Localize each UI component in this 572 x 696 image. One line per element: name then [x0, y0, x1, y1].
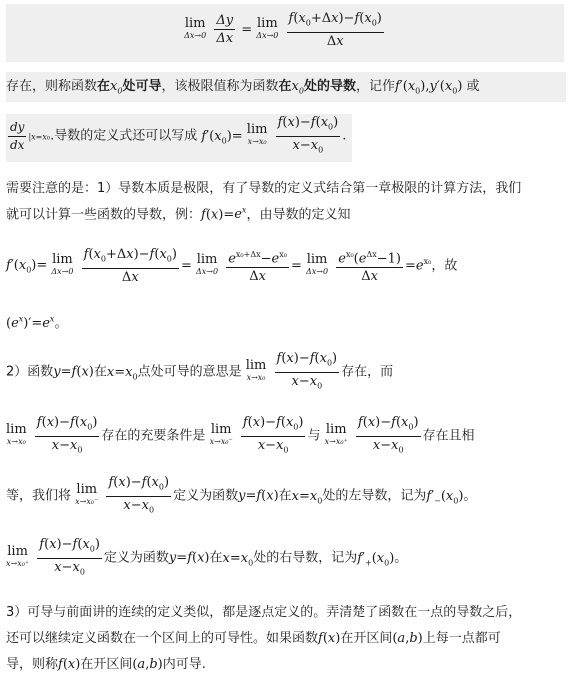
paragraph-differentiable: 2）函数y=f(x)在$x=x_0$点处可导的意思是 lim x→x₀ $\frac{f(x)-f(x_0)}{x-x_0}$ 存在，而	[6, 350, 393, 394]
text: 2）函数	[6, 364, 54, 380]
text: 定义为函数	[103, 550, 169, 566]
text: 存在，则称函数	[6, 79, 98, 94]
text: 就可以计算一些函数的导数，例：	[6, 207, 202, 223]
text: 点处可导的意思是	[137, 364, 242, 380]
text: 处的右导数，记为	[253, 550, 358, 566]
text: 需要注意的是：1）导数本质是极限，有了导数的定义式结合第一章极限的计算方法，我们	[6, 181, 522, 196]
derivative-result: $(e^x)'=e^x$。	[6, 314, 68, 331]
text: 在开区间	[80, 657, 133, 672]
text: 3）可导与前面讲的连续的定义类似，都是逐点定义的。弄清楚了函数在一点的导数之后，	[6, 605, 522, 620]
math-formula: $f'(x_0)=$	[201, 128, 243, 146]
paragraph-definition	[6, 72, 566, 102]
paragraph-interval: 3）可导与前面讲的连续的定义类似，都是逐点定义的。弄清楚了函数在一点的导数之后， 还可以继续定义函数在一个区间上的可导性。如果函数f(x)在开区间(a,b)上每一点都可 导，则称f(x)在开区间(a,b)内可导.	[6, 600, 521, 678]
text: 导，则称	[6, 657, 59, 672]
text: 处的导数	[303, 79, 356, 94]
text: 在	[209, 550, 223, 566]
top-formula: lim Δx→0 $\frac{\Delta y}{\Delta x}$ = lim Δx→0 $\frac{f(x_0+\Delta x)-f(x_0)}{\Delta x}$	[6, 4, 564, 62]
text: ，记作	[355, 79, 395, 94]
text: 在	[278, 79, 292, 94]
text: 处的左导数，记为	[322, 488, 427, 504]
text: 或	[466, 79, 480, 94]
paragraph-note-1	[6, 178, 521, 226]
paragraph-left-derivative: 等，我们将 lim x→x₀⁻ $\frac{f(x)-f(x_0)}{x-x_0}$ 定义为函数y=f(x)在$x=x_0$处的左导数，记为$f'_-(x_0)$。	[6, 474, 476, 518]
text: 在	[97, 79, 111, 94]
math-notation: $f'(x_0),y'(x_0)$	[394, 79, 463, 96]
text: .导数的定义式还可以写成	[50, 128, 198, 144]
text: 与	[307, 428, 321, 444]
text: 在开区间	[340, 631, 393, 646]
text: 等，我们将	[6, 488, 72, 504]
text: ，该极限值称为函数	[161, 79, 279, 94]
text: 存在，而	[341, 364, 394, 380]
text: 上每一点都可	[422, 631, 501, 646]
text: ，由导数的定义知	[246, 207, 351, 223]
text: 在	[278, 488, 292, 504]
paragraph-alt-definition: $\frac{dy}{dx}$ |x=x₀.导数的定义式还可以写成 $f'(x_0)=$ lim x→x₀ $\frac{f(x)-f(x_0)}{x-x_0}$ .	[6, 114, 352, 162]
text: 存在且相	[422, 428, 475, 444]
math-x0: $x_0$	[110, 79, 123, 96]
text: 在	[93, 364, 107, 380]
derivative-computation: $f'(x_0)=$ lim Δx→0 $\frac{f(x_0+\Delta x)-f(x_0)}{\Delta x}$ = lim Δx→0 $\frac{e^{x_0+\Delta x}-e^{x_0}}{\Delta x}$ = lim Δx→0 $\frac{e^{x_0}(e^{\Delta x}-1)}{\Delta x}$ $=e^{x_0}$，故	[6, 247, 458, 285]
text: 存在的充要条件是	[101, 428, 206, 444]
math-x0: $x_0$	[291, 79, 304, 96]
text: 内可导.	[162, 657, 206, 672]
paragraph-condition: lim x→x₀ $\frac{f(x)-f(x_0)}{x-x_0}$ 存在的充要条件是 lim x→x₀⁻ $\frac{f(x)-f(x_0)}{x-x_0}$ 与 lim x→x₀⁺ $\frac{f(x)-f(x_0)}{x-x_0}$ 存在且相	[6, 414, 475, 458]
text: 还可以继续定义函数在一个区间上的可导性。如果函数	[6, 631, 319, 646]
text: ，故	[431, 258, 458, 274]
text: 处可导	[122, 79, 162, 94]
math-example: $f(x)=e^x$	[201, 206, 247, 223]
text: 定义为函数	[173, 488, 239, 504]
paragraph-right-derivative: lim x→x₀⁺ $\frac{f(x)-f(x_0)}{x-x_0}$ 定义为函数y=f(x)在$x=x_0$处的右导数，记为$f'_+(x_0)$。	[6, 536, 407, 580]
